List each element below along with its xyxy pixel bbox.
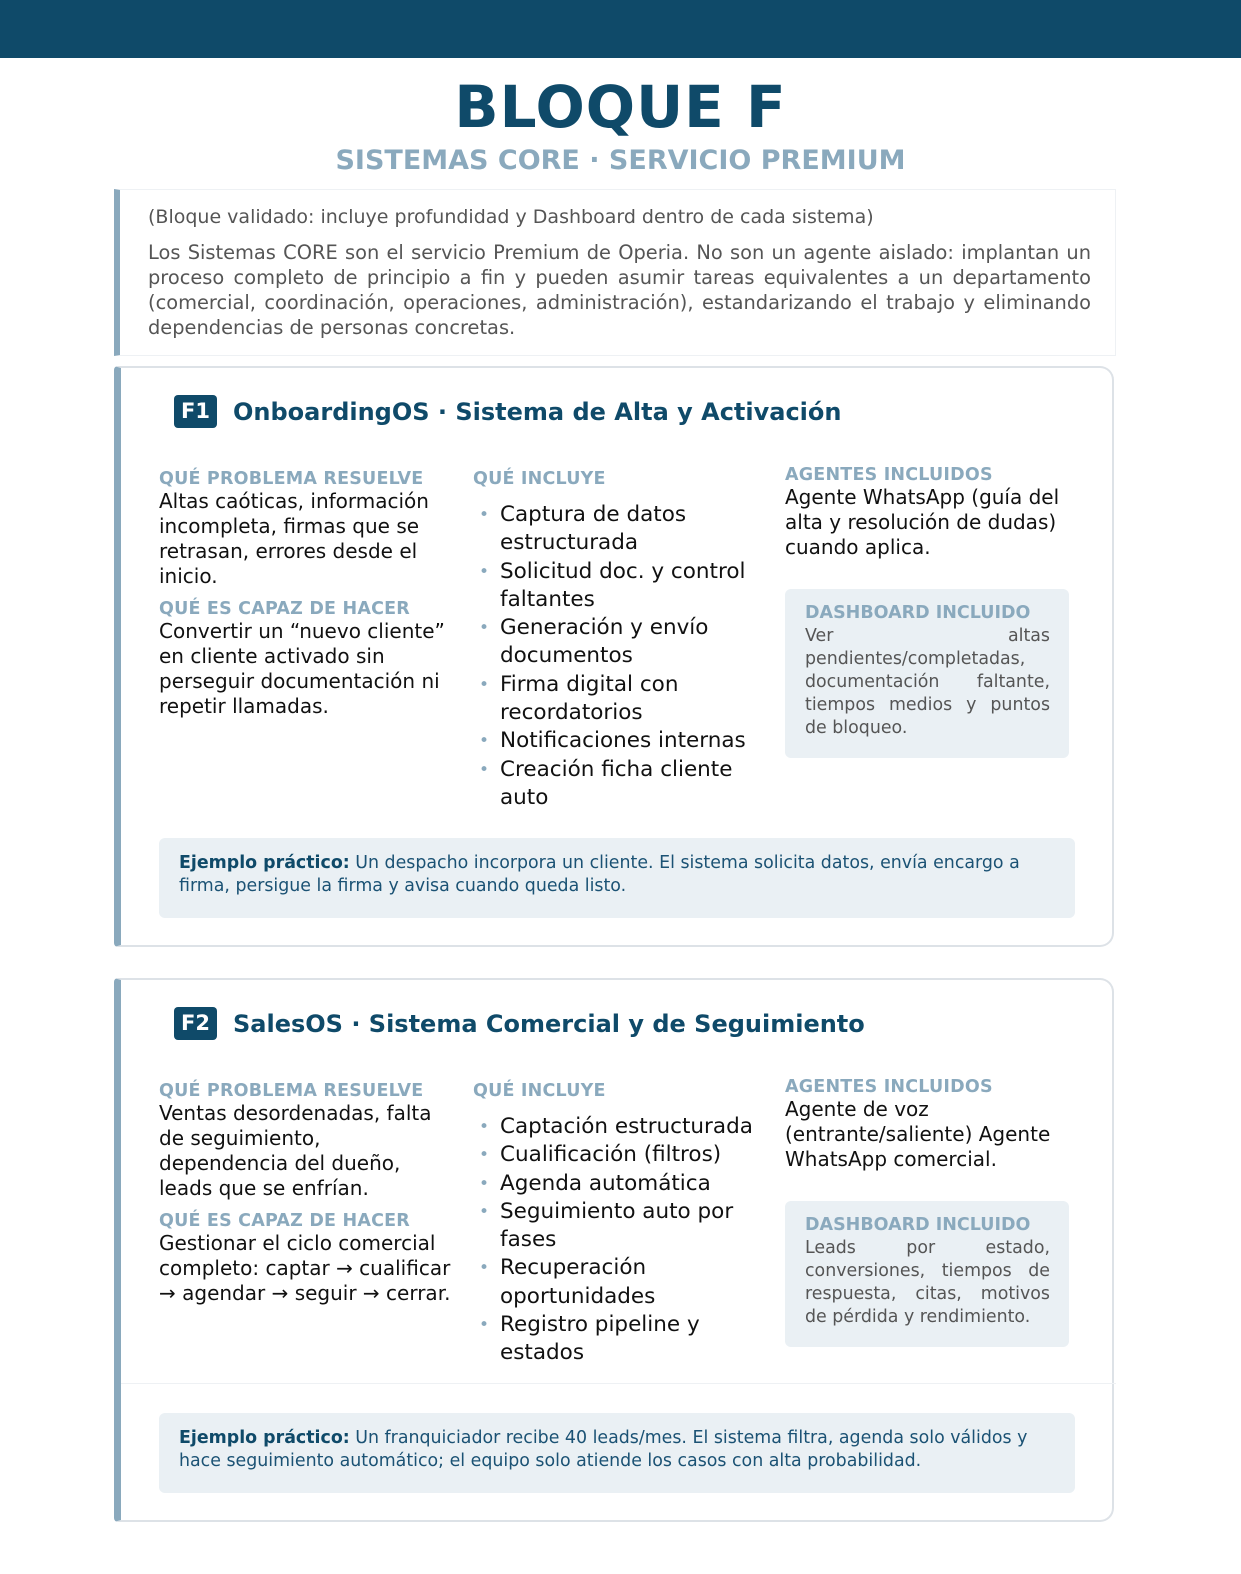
example-label: Ejemplo práctico: (179, 1428, 350, 1448)
agents-column (785, 1077, 1075, 1172)
page-title: BLOQUE F (454, 73, 787, 141)
list-item: • Creación ficha cliente auto (473, 756, 763, 813)
includes-column (473, 1081, 763, 1368)
example-text: Un despacho incorpora un cliente. El sistema solicita datos, envía encargo a firma, persigue la firma y avisa cuando queda listo. (179, 853, 1020, 896)
list-item: • Generación y envío documentos (473, 614, 763, 671)
intro-body: Los Sistemas CORE son el servicio Premium de Operia. No son un agente aislado: implantan un proceso completo de principio a fin y pueden asumir tareas equivalentes a un departamento (comercial, coordinación, operaciones, administración), estandarizando el trabajo y eliminando dependencias de personas concretas. (148, 241, 1091, 339)
dashboard-label: DASHBOARD INCLUIDO (805, 1215, 1031, 1235)
dashboard-label: DASHBOARD INCLUIDO (805, 603, 1031, 623)
list-item: • Solicitud doc. y control faltantes (473, 558, 763, 615)
capable-text: Gestionar el ciclo comercial completo: captar → cualificar → agendar → seguir → cerrar. (159, 1231, 451, 1305)
list-item: • Seguimiento auto por fases (473, 1198, 763, 1255)
list-item: • Notificaciones internas (473, 727, 763, 755)
system-title: OnboardingOS · Sistema de Alta y Activación (233, 397, 842, 426)
dashboard-box (785, 589, 1069, 758)
capable-label: QUÉ ES CAPAZ DE HACER (159, 599, 410, 619)
dashboard-box (785, 1201, 1069, 1347)
list-item: • Firma digital con recordatorios (473, 671, 763, 728)
agents-label: AGENTES INCLUIDOS (785, 465, 993, 485)
list-item: • Registro pipeline y estados (473, 1311, 763, 1368)
card-header (174, 395, 841, 428)
problem-label: QUÉ PROBLEMA RESUELVE (159, 469, 424, 489)
problem-text: Altas caóticas, información incompleta, firmas que se retrasan, errores desde el inicio. (159, 489, 429, 588)
top-banner (0, 0, 1241, 58)
list-item: • Captura de datos estructurada (473, 501, 763, 558)
problem-column (159, 469, 454, 719)
card-header (174, 1007, 865, 1040)
example-text: Un franquiciador recibe 40 leads/mes. El sistema filtra, agenda solo válidos y hace seguimiento automático; el equipo solo atiende los casos con alta probabilidad. (179, 1428, 1028, 1471)
example-box (159, 838, 1075, 918)
includes-label: QUÉ INCLUYE (473, 469, 606, 489)
agents-label: AGENTES INCLUIDOS (785, 1077, 993, 1097)
divider (121, 1383, 1116, 1384)
list-item: • Agenda automática (473, 1170, 763, 1198)
list-item: • Cualificación (filtros) (473, 1141, 763, 1169)
example-label: Ejemplo práctico: (179, 853, 350, 873)
includes-column (473, 469, 763, 812)
system-title: SalesOS · Sistema Comercial y de Seguimiento (233, 1009, 865, 1038)
problem-label: QUÉ PROBLEMA RESUELVE (159, 1081, 424, 1101)
agents-text: Agente WhatsApp (guía del alta y resolución de dudas) cuando aplica. (785, 485, 1060, 559)
system-badge: F1 (174, 395, 217, 428)
dashboard-text: Leads por estado, conversiones, tiempos de respuesta, citas, motivos de pérdida y rendimiento. (805, 1238, 1050, 1327)
includes-label: QUÉ INCLUYE (473, 1081, 606, 1101)
problem-column (159, 1081, 454, 1306)
agents-column (785, 465, 1075, 560)
problem-text: Ventas desordenadas, falta de seguimiento, dependencia del dueño, leads que se enfrían. (159, 1101, 432, 1200)
list-item: • Captación estructurada (473, 1113, 763, 1141)
dashboard-text: Ver altas pendientes/completadas, documentación faltante, tiempos medios y puntos de bloqueo. (805, 626, 1050, 738)
agents-text: Agente de voz (entrante/saliente) Agente WhatsApp comercial. (785, 1097, 1051, 1171)
example-box (159, 1413, 1075, 1493)
intro-note: (Bloque validado: incluye profundidad y Dashboard dentro de cada sistema) (148, 206, 874, 228)
intro-box (114, 189, 1116, 356)
includes-list (473, 501, 763, 812)
system-card-f2 (114, 978, 1114, 1522)
list-item: • Recuperación oportunidades (473, 1254, 763, 1311)
page-subtitle: SISTEMAS CORE · SERVICIO PREMIUM (335, 145, 906, 176)
includes-list (473, 1113, 763, 1368)
system-card-f1 (114, 366, 1114, 947)
capable-text: Convertir un “nuevo cliente” en cliente activado sin perseguir documentación ni repetir llamadas. (159, 619, 445, 718)
capable-label: QUÉ ES CAPAZ DE HACER (159, 1211, 410, 1231)
system-badge: F2 (174, 1007, 217, 1040)
